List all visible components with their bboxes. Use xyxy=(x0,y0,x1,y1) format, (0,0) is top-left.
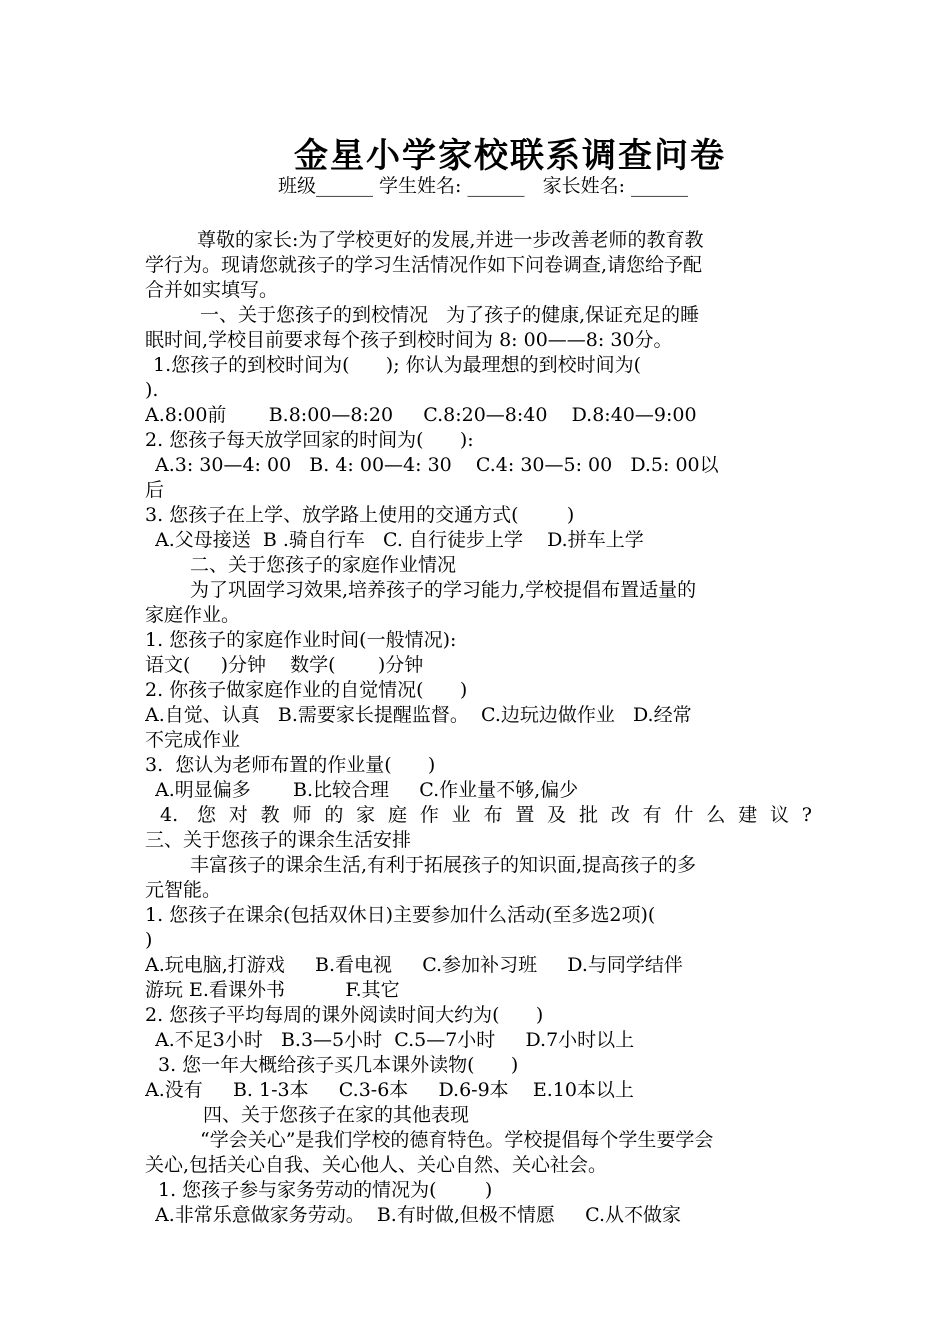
text-line: 3. 您孩子在上学、放学路上使用的交通方式( ) xyxy=(145,504,575,526)
text-line: 合并如实填写。 xyxy=(145,279,279,301)
text-line: 眠时间,学校目前要求每个孩子到校时间为 8: 00——8: 30分。 xyxy=(145,329,673,351)
text-line: 四、关于您孩子在家的其他表现 xyxy=(203,1104,470,1126)
text-line: 关心,包括关心自我、关心他人、关心自然、关心社会。 xyxy=(145,1154,608,1176)
text-line: 学行为。现请您就孩子的学习生活情况作如下问卷调查,请您给予配 xyxy=(145,254,703,276)
text-line: ) xyxy=(145,929,153,951)
text-line: 尊敬的家长:为了学校更好的发展,并进一步改善老师的教育教 xyxy=(197,229,704,251)
text-line: 语文( )分钟 数学( )分钟 xyxy=(145,654,424,676)
text-line: 丰富孩子的课余生活,有利于拓展孩子的知识面,提高孩子的多 xyxy=(190,854,697,876)
text-line: ). xyxy=(145,379,159,401)
text-line: A.玩电脑,打游戏 B.看电视 C.参加补习班 D.与同学结伴 xyxy=(145,954,683,976)
text-line: 3. 您一年大概给孩子买几本课外读物( ) xyxy=(158,1054,519,1076)
text-line: 2. 您孩子每天放学回家的时间为( ): xyxy=(145,429,474,451)
text-line: “学会关心”是我们学校的德育特色。学校提倡每个学生要学会 xyxy=(200,1129,714,1151)
text-line: 2. 您孩子平均每周的课外阅读时间大约为( ) xyxy=(145,1004,544,1026)
text-line: 1. 您孩子在课余(包括双休日)主要参加什么活动(至多选2项)( xyxy=(145,904,656,926)
text-line: A.8:00前 B.8:00—8:20 C.8:20—8:40 D.8:40—9:00 xyxy=(145,404,697,426)
text-line: A.不足3小时 B.3—5小时 C.5—7小时 D.7小时以上 xyxy=(155,1029,635,1051)
text-line: A.没有 B. 1-3本 C.3-6本 D.6-9本 E.10本以上 xyxy=(145,1079,634,1101)
text-line: 4. 您对教师的家庭作业布置及批改有什么建议? xyxy=(160,804,812,826)
document-title: 金星小学家校联系调查问卷 xyxy=(294,136,726,176)
form-header-fields: 班级______ 学生姓名: ______ 家长姓名: ______ xyxy=(278,175,689,197)
text-line: A.明显偏多 B.比较合理 C.作业量不够,偏少 xyxy=(155,779,579,801)
text-line: 为了巩固学习效果,培养孩子的学习能力,学校提倡布置适量的 xyxy=(190,579,697,601)
text-line: 3. 您认为老师布置的作业量( ) xyxy=(145,754,436,776)
text-line: A.自觉、认真 B.需要家长提醒监督。 C.边玩边做作业 D.经常 xyxy=(145,704,692,726)
text-line: 1.您孩子的到校时间为( ); 你认为最理想的到校时间为( xyxy=(153,354,642,376)
text-line: 二、关于您孩子的家庭作业情况 xyxy=(190,554,457,576)
text-line: 三、关于您孩子的课余生活安排 xyxy=(145,829,412,851)
text-line: 后 xyxy=(145,479,165,501)
text-line: A.3: 30—4: 00 B. 4: 00—4: 30 C.4: 30—5: 00 D.5: 00以 xyxy=(155,454,719,476)
text-line: 1. 您孩子参与家务劳动的情况为( ) xyxy=(158,1179,493,1201)
text-line: 元智能。 xyxy=(145,879,222,901)
text-line: 2. 你孩子做家庭作业的自觉情况( ) xyxy=(145,679,468,701)
text-line: A.非常乐意做家务劳动。 B.有时做,但极不情愿 C.从不做家 xyxy=(155,1204,681,1226)
text-line: A.父母接送 B .骑自行车 C. 自行徒步上学 D.拼车上学 xyxy=(155,529,644,551)
text-line: 家庭作业。 xyxy=(145,604,241,626)
text-line: 不完成作业 xyxy=(145,729,241,751)
text-line: 一、关于您孩子的到校情况 为了孩子的健康,保证充足的睡 xyxy=(200,304,700,326)
text-line: 游玩 E.看课外书 F.其它 xyxy=(145,979,400,1001)
text-line: 1. 您孩子的家庭作业时间(一般情况): xyxy=(145,629,457,651)
